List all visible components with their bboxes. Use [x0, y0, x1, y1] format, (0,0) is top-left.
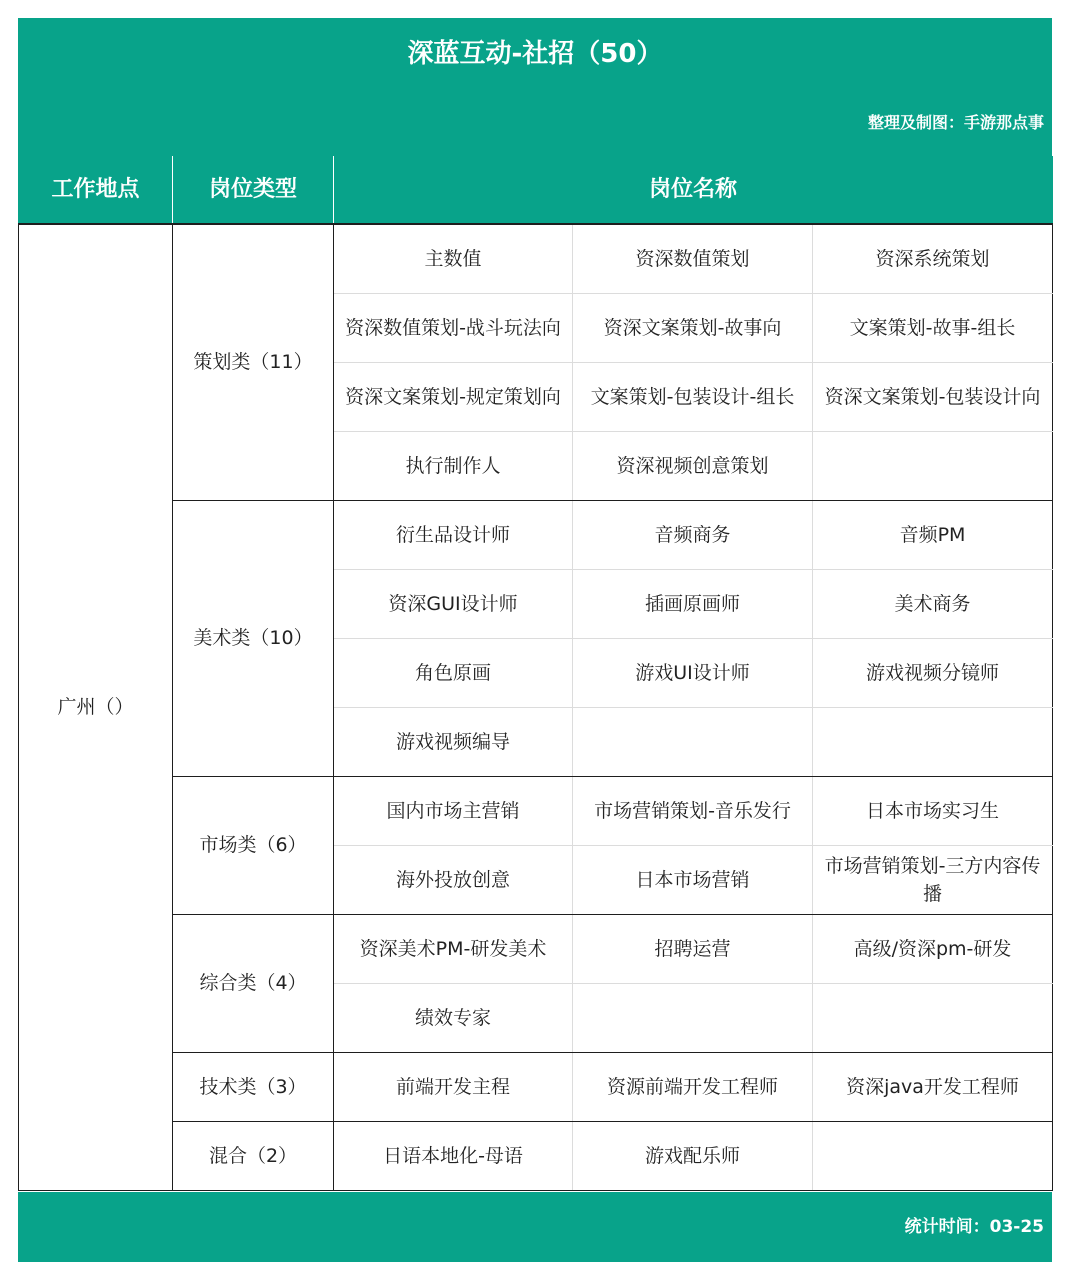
job-cell: 游戏视频编导 [334, 707, 573, 776]
job-cell: 音频PM [813, 500, 1053, 569]
table-row [19, 500, 1053, 569]
job-cell: 招聘运营 [573, 914, 813, 983]
job-cell: 资深视频创意策划 [573, 431, 813, 500]
column-header-location: 工作地点 [19, 156, 173, 224]
jobs-table [18, 156, 1053, 1191]
category-cell: 综合类（4） [173, 914, 334, 1052]
job-cell: 游戏配乐师 [573, 1121, 813, 1190]
table-header-row [19, 156, 1053, 224]
credit-text: 整理及制图：手游那点事 [867, 113, 1044, 132]
category-cell: 市场类（6） [173, 776, 334, 914]
job-cell: 角色原画 [334, 638, 573, 707]
job-cell: 文案策划-故事-组长 [813, 293, 1053, 362]
job-cell: 资深文案策划-规定策划向 [334, 362, 573, 431]
job-cell: 市场营销策划-三方内容传播 [813, 845, 1053, 914]
category-cell: 美术类（10） [173, 500, 334, 776]
location-cell: 广州（） [19, 224, 173, 1190]
column-header-category: 岗位类型 [173, 156, 334, 224]
category-cell: 技术类（3） [173, 1052, 334, 1121]
job-cell [573, 707, 813, 776]
job-cell: 插画原画师 [573, 569, 813, 638]
table-row [19, 914, 1053, 983]
job-cell: 资深GUI设计师 [334, 569, 573, 638]
job-cell: 日本市场实习生 [813, 776, 1053, 845]
table-body [19, 224, 1053, 1190]
table-row [19, 776, 1053, 845]
job-cell: 海外投放创意 [334, 845, 573, 914]
column-header-job: 岗位名称 [334, 156, 1053, 224]
job-cell: 高级/资深pm-研发 [813, 914, 1053, 983]
job-cell: 衍生品设计师 [334, 500, 573, 569]
job-cell: 美术商务 [813, 569, 1053, 638]
job-cell: 绩效专家 [334, 983, 573, 1052]
job-cell: 资深文案策划-包装设计向 [813, 362, 1053, 431]
job-cell: 资深系统策划 [813, 224, 1053, 293]
job-cell [813, 431, 1053, 500]
title-banner [18, 18, 1052, 156]
job-cell: 日语本地化-母语 [334, 1121, 573, 1190]
job-cell: 资深美术PM-研发美术 [334, 914, 573, 983]
category-cell: 混合（2） [173, 1121, 334, 1190]
job-cell: 日本市场营销 [573, 845, 813, 914]
recruitment-sheet [18, 18, 1052, 1262]
job-cell: 执行制作人 [334, 431, 573, 500]
job-cell [573, 983, 813, 1052]
table-row [19, 1121, 1053, 1190]
job-cell: 前端开发主程 [334, 1052, 573, 1121]
job-cell: 资深文案策划-故事向 [573, 293, 813, 362]
footer-banner [18, 1192, 1052, 1262]
job-cell [813, 1121, 1053, 1190]
job-cell [813, 983, 1053, 1052]
job-cell: 资深数值策划 [573, 224, 813, 293]
stat-time: 统计时间：03-25 [904, 1217, 1044, 1237]
job-cell: 主数值 [334, 224, 573, 293]
job-cell: 音频商务 [573, 500, 813, 569]
table-row [19, 224, 1053, 293]
job-cell: 资深java开发工程师 [813, 1052, 1053, 1121]
category-cell: 策划类（11） [173, 224, 334, 500]
job-cell: 资深数值策划-战斗玩法向 [334, 293, 573, 362]
page-title: 深蓝互动-社招（50） [407, 39, 663, 69]
job-cell: 资源前端开发工程师 [573, 1052, 813, 1121]
table-row [19, 1052, 1053, 1121]
job-cell: 文案策划-包装设计-组长 [573, 362, 813, 431]
job-cell [813, 707, 1053, 776]
job-cell: 游戏UI设计师 [573, 638, 813, 707]
job-cell: 市场营销策划-音乐发行 [573, 776, 813, 845]
job-cell: 游戏视频分镜师 [813, 638, 1053, 707]
job-cell: 国内市场主营销 [334, 776, 573, 845]
